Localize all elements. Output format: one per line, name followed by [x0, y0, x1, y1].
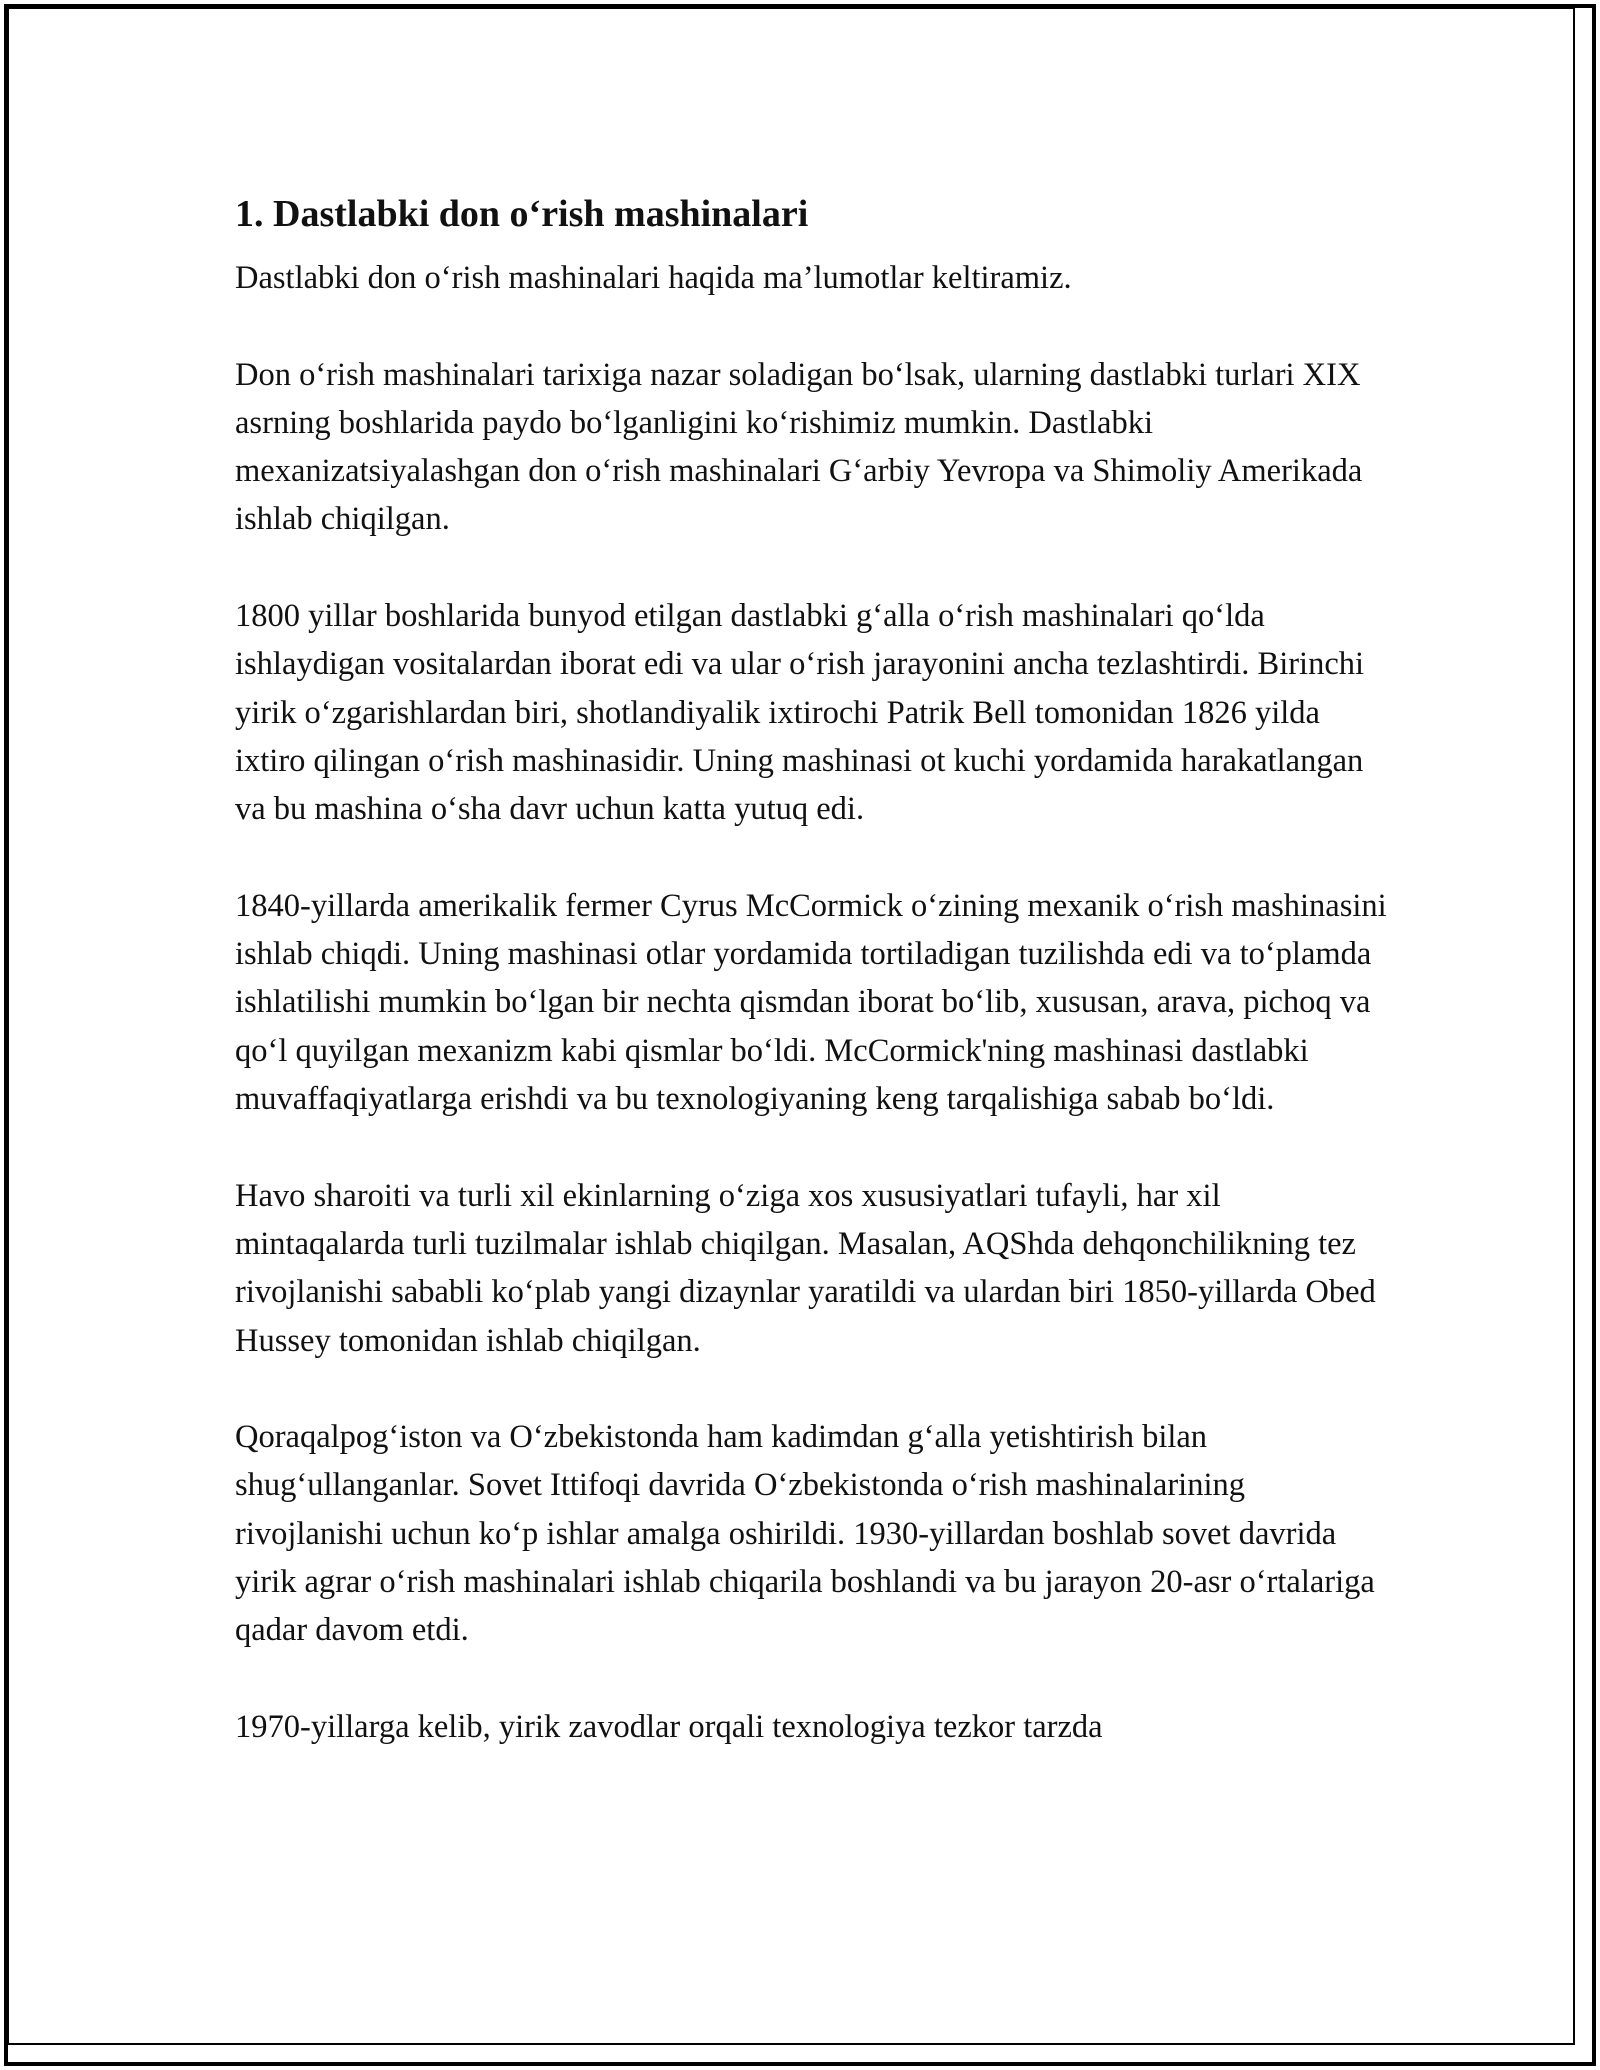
paragraph-history: Don o‘rish mashinalari tarixiga nazar soladigan bo‘lsak, ularning dastlabki turlari XIX asrning boshlarida paydo bo‘lganligini ko‘rishimiz mumkin. Dastlabki mexanizatsiyalashgan don o‘rish mashinalari G‘arbiy Yevropa va Shimoliy Amerikada ishlab chiqilgan.: [235, 356, 1363, 538]
paragraph-1800s: 1800 yillar boshlarida bunyod etilgan dastlabki g‘alla o‘rish mashinalari qo‘lda ishlaydigan vositalardan iborat edi va ular o‘rish jarayonini ancha tezlashtirdi. Birinchi yirik o‘zgarishlardan biri, shotlandiyalik ixtirochi Patrik Bell tomonidan 1826 yilda ixtiro qilingan o‘rish mashinasidir. Uning mashinasi ot kuchi yordamida harakatlangan va bu mashina o‘sha davr uchun katta yutuq edi.: [235, 598, 1365, 828]
section-heading: 1. Dastlabki don o‘rish mashinalari: [235, 193, 809, 235]
document-body: [235, 186, 1395, 1800]
paragraph-intro: Dastlabki don o‘rish mashinalari haqida ma’lumotlar keltiramiz.: [235, 260, 1072, 296]
paragraph-mccormick: 1840-yillarda amerikalik fermer Cyrus McCormick o‘zining mexanik o‘rish mashinasini ishlab chiqdi. Uning mashinasi otlar yordamida tortiladigan tuzilishda edi va to‘plamda ishlatilishi mumkin bo‘lgan bir nechta qismdan iborat bo‘lib, xususan, arava, pichoq va qo‘l quyilgan mexanizm kabi qismlar bo‘ldi. McCormick'ning mashinasi dastlabki muvaffaqiyatlarga erishdi va bu texnologiyaning keng tarqalishiga sabab bo‘ldi.: [235, 887, 1387, 1118]
paragraph-uzbekistan: Qoraqalpog‘iston va O‘zbekistonda ham kadimdan g‘alla yetishtirish bilan shug‘ullanganlar. Sovet Ittifoqi davrida O‘zbekistonda o‘rish mashinalarining rivojlanishi uchun ko‘p ishlar amalga oshirildi. 1930-yillardan boshlab sovet davrida yirik agrar o‘rish mashinalari ishlab chiqarila boshlandi va bu jarayon 20-asr o‘rtalariga qadar davom etdi.: [235, 1419, 1375, 1649]
paragraph-regional-designs: Havo sharoiti va turli xil ekinlarning o‘ziga xos xususiyatlari tufayli, har xil mintaqalarda turli tuzilmalar ishlab chiqilgan. Masalan, AQShda dehqonchilikning tez rivojlanishi sababli ko‘plab yangi dizaynlar yaratildi va ulardan biri 1850-yillarda Obed Hussey tomonidan ishlab chiqilgan.: [235, 1177, 1376, 1359]
paragraph-1970s: 1970-yillarga kelib, yirik zavodlar orqali texnologiya tezkor tarzda: [235, 1708, 1103, 1745]
